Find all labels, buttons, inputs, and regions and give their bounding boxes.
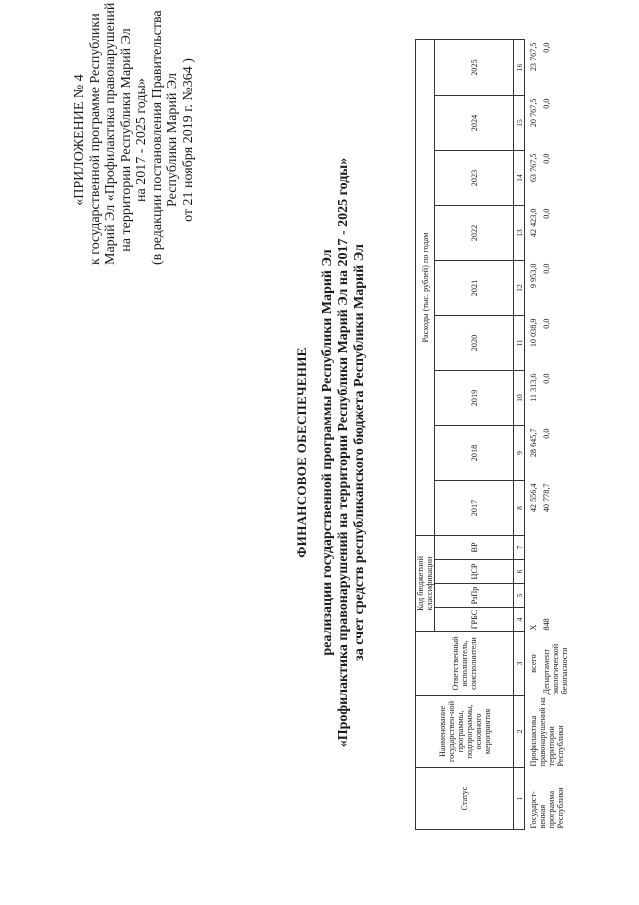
column-number: 14 [514, 151, 525, 206]
row-value: 42 556,4 [529, 483, 538, 513]
table-column-number-row [514, 40, 525, 830]
header-rzpr: РзПр [435, 584, 514, 608]
row-value: 9 953,0 [529, 263, 538, 289]
row-value: 0,0 [542, 318, 551, 329]
row-value: 28 645,7 [529, 428, 538, 458]
appendix-line: от 21 ноября 2019 г. №364 ) [180, 58, 196, 222]
column-number: 10 [514, 371, 525, 426]
document-subtitle-line: «Профилактика правонарушений на территории Республики Марий Эл на 2017 - 2025 годы» [336, 157, 351, 748]
row-value: 0,0 [542, 428, 551, 439]
column-number: 4 [514, 608, 525, 632]
row-name: Профилактика правонарушений на территории Республики [529, 697, 565, 767]
header-year: 2023 [435, 151, 514, 206]
column-number: 5 [514, 584, 525, 608]
row-value: 0,0 [542, 153, 551, 164]
header-status: Статус [416, 768, 514, 830]
header-expenses: Расходы (тыс. рублей) по годам [416, 40, 435, 536]
row-status: Государст-венная программа Республики [529, 787, 565, 829]
row-rzpr [538, 584, 569, 608]
column-number: 6 [514, 560, 525, 584]
row-value: 11 313,6 [529, 373, 538, 402]
row-csr [525, 560, 539, 584]
column-number: 16 [514, 40, 525, 96]
row-value: 42 423,0 [529, 208, 538, 238]
header-year: 2024 [435, 96, 514, 151]
table-header-row [416, 40, 435, 830]
row-value: 0,0 [542, 98, 551, 109]
row-grbs: 848 [542, 618, 551, 631]
row-rzpr [525, 584, 539, 608]
column-number: 2 [514, 696, 525, 768]
row-value: 0,0 [542, 373, 551, 384]
row-vr [525, 536, 539, 560]
appendix-line: на 2017 - 2025 годы» [134, 78, 149, 202]
column-number: 13 [514, 206, 525, 261]
row-value: 0,0 [542, 208, 551, 219]
row-value: 10 038,9 [529, 318, 538, 348]
column-number: 12 [514, 261, 525, 316]
row-value: 23 767,5 [529, 42, 538, 72]
column-number: 3 [514, 632, 525, 696]
column-number: 7 [514, 536, 525, 560]
appendix-line: на территории Республики Марий Эл [118, 28, 134, 252]
column-number: 15 [514, 96, 525, 151]
row-executor: всего [529, 654, 538, 673]
row-value: 40 778,7 [542, 483, 551, 513]
row-grbs: X [529, 624, 538, 631]
table-row [525, 40, 539, 830]
header-vr: ВР [435, 536, 514, 560]
header-year: 2020 [435, 316, 514, 371]
header-csr: ЦСР [435, 560, 514, 584]
appendix-line: Марий Эл «Профилактика правонарушений [103, 2, 118, 265]
column-number: 11 [514, 316, 525, 371]
row-value: 63 767,5 [529, 153, 538, 183]
row-value: 20 767,5 [529, 98, 538, 128]
document-title: ФИНАНСОВОЕ ОБЕСПЕЧЕНИЕ [294, 347, 309, 558]
appendix-line: «ПРИЛОЖЕНИЕ № 4 [72, 74, 87, 206]
financing-table [415, 39, 569, 830]
header-executor: Ответственный исполнитель, соисполнители [416, 632, 514, 696]
header-year: 2021 [435, 261, 514, 316]
header-year: 2018 [435, 426, 514, 481]
column-number: 1 [514, 768, 525, 830]
appendix-line: Республики Марий Эл [165, 73, 180, 207]
header-year: 2019 [435, 371, 514, 426]
document-subtitle-line: за счет средств республиканского бюджета Республики Марий Эл [352, 244, 367, 661]
row-vr [538, 536, 569, 560]
column-number: 9 [514, 426, 525, 481]
row-value: 0,0 [542, 263, 551, 274]
row-executor: Департамент экологической безопасности [542, 643, 569, 695]
appendix-header [72, 2, 196, 265]
header-budget-code: Код бюджетной классификации [416, 536, 435, 632]
header-year: 2022 [435, 206, 514, 261]
document-subtitle-line: реализации государственной программы Республики Марий Эл [320, 249, 335, 656]
appendix-line: к государственной программе Республики [87, 13, 103, 265]
row-csr [538, 560, 569, 584]
header-year: 2017 [435, 481, 514, 536]
column-number: 8 [514, 481, 525, 536]
header-name: Наименование государствен-ной программы, подпрограммы, основного мероприятия [416, 696, 514, 768]
appendix-line: (в редакции постановления Правительства [149, 10, 165, 265]
header-grbs: ГРБС [435, 608, 514, 632]
header-year: 2025 [435, 40, 514, 96]
row-value: 0,0 [542, 42, 551, 53]
